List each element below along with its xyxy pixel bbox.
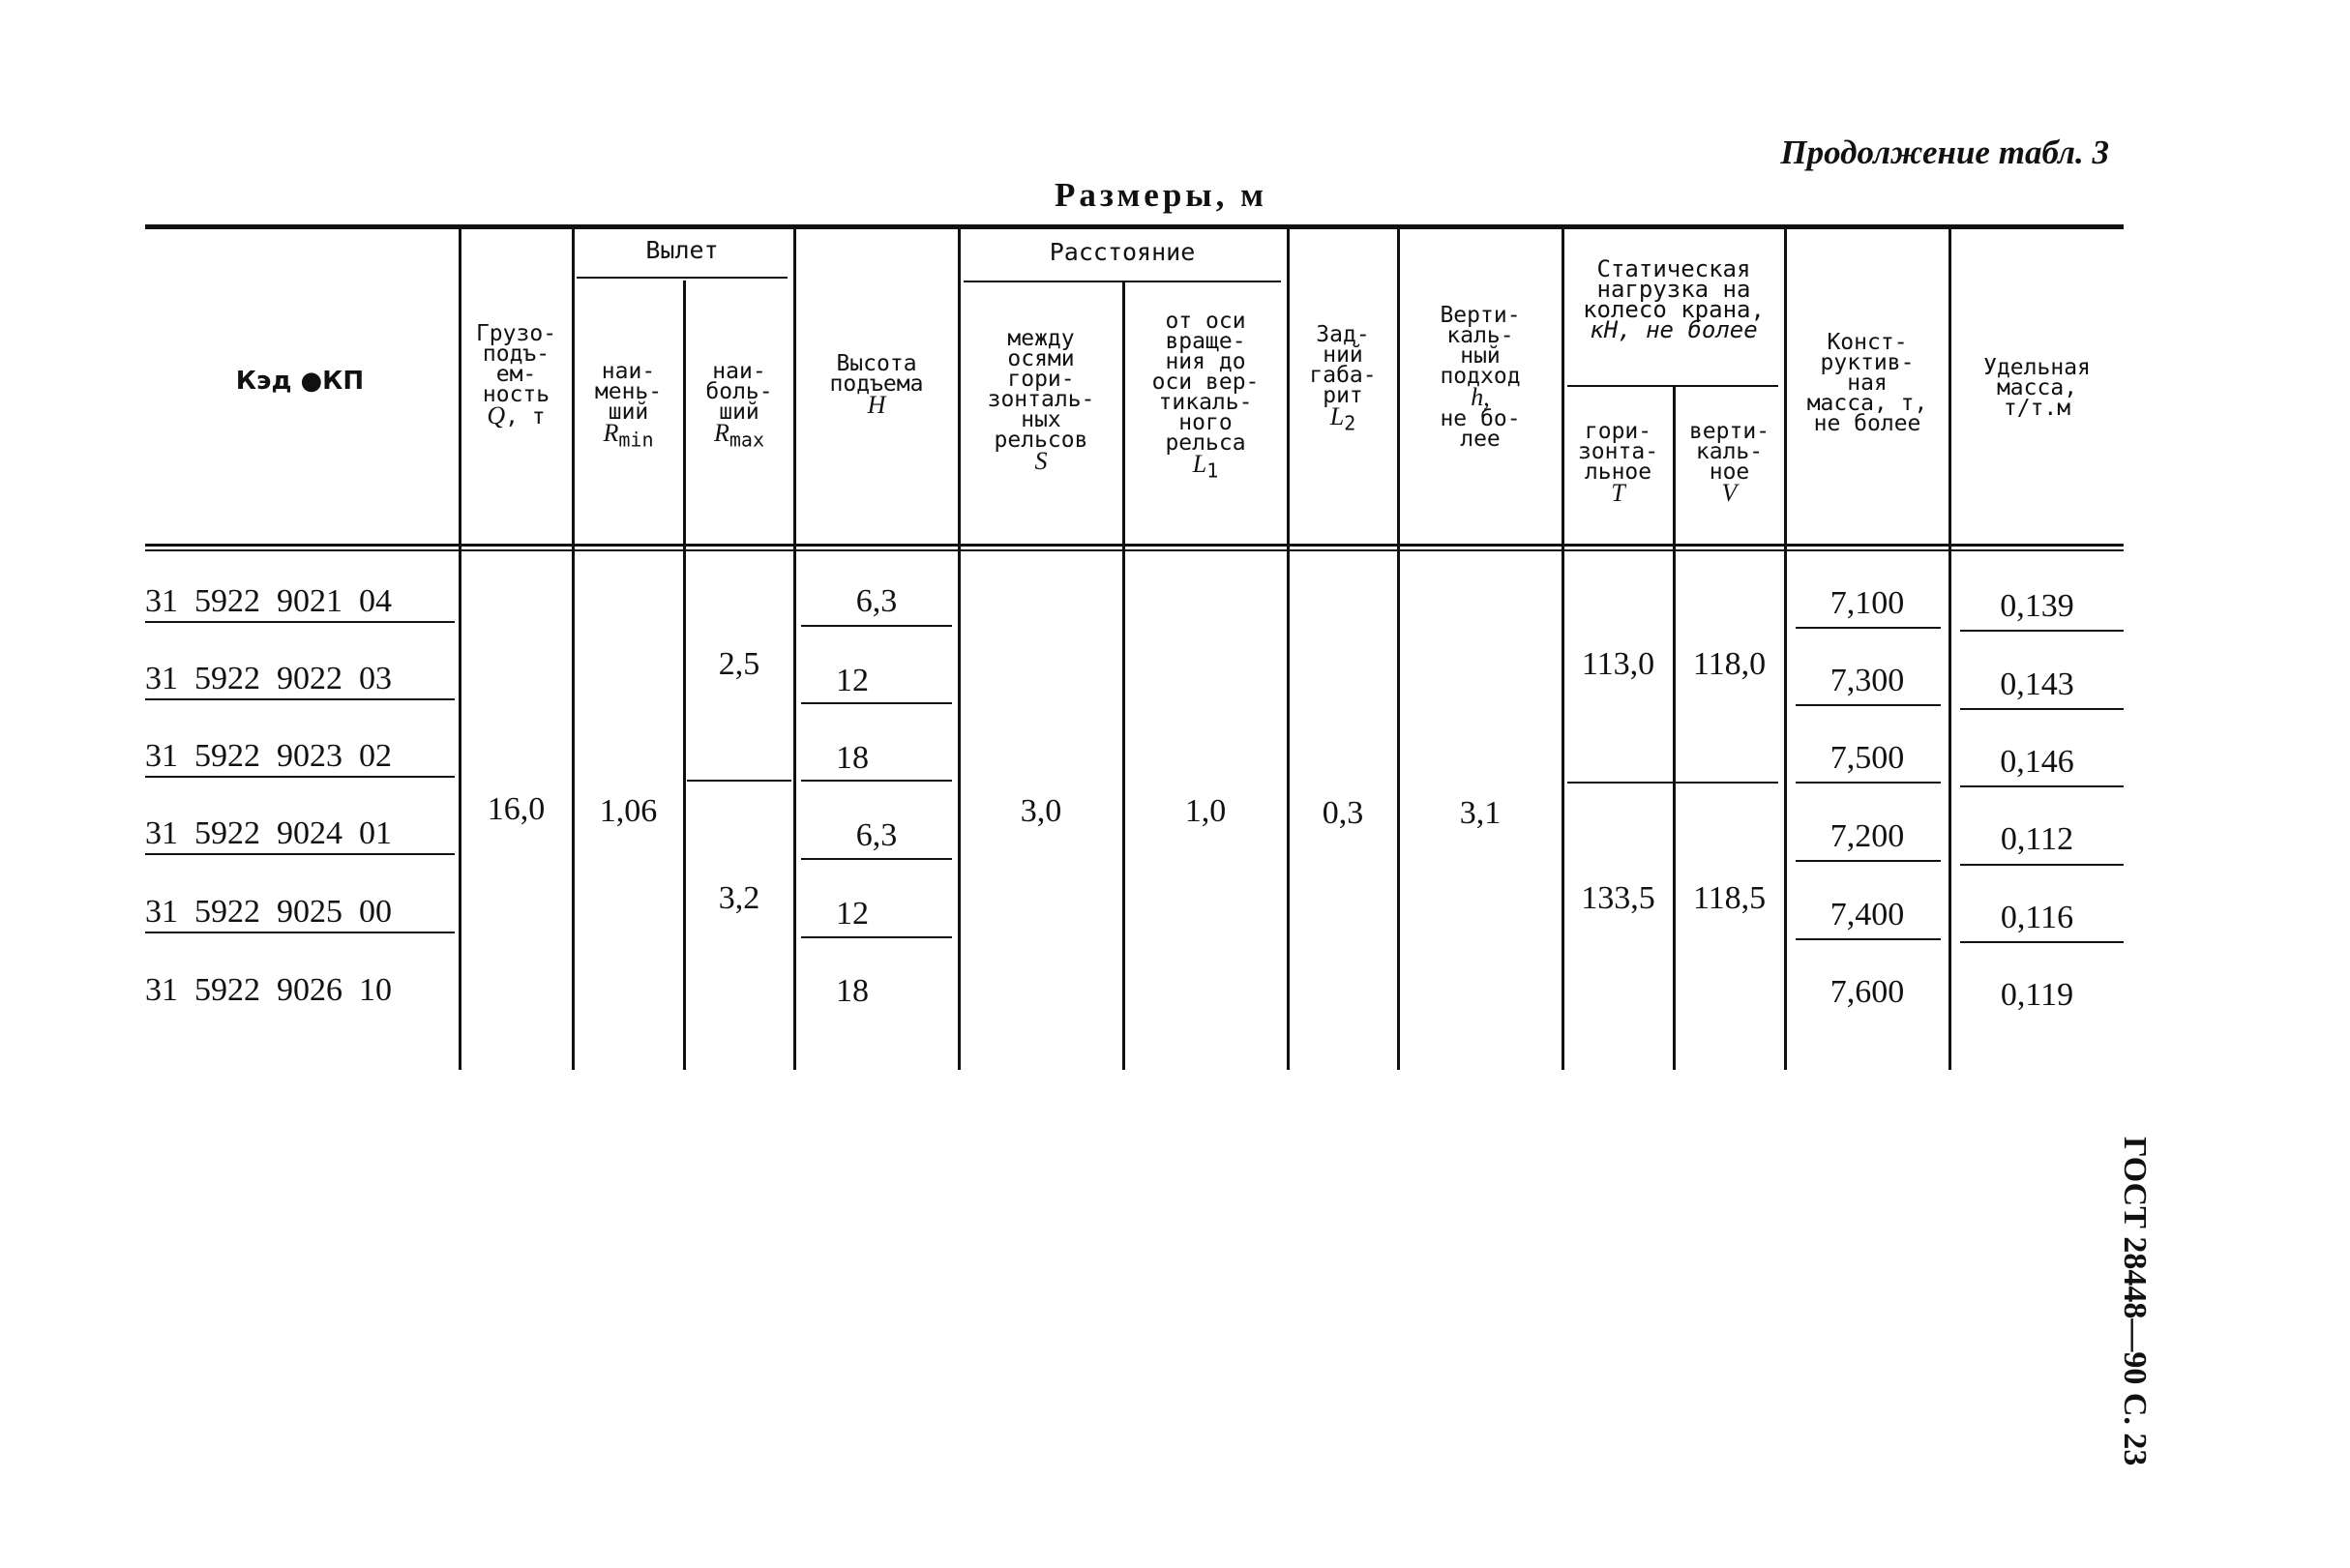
cell-capacity: 16,0 [487, 791, 546, 827]
row-code: 31 5922 9023 02 [145, 738, 392, 774]
cell-design-mass: 7,500 [1829, 740, 1905, 776]
header-load-vertical: верти- каль- ное V [1688, 419, 1770, 507]
row-rule [1960, 941, 2124, 943]
top-rule [145, 224, 2124, 229]
header-specific-mass: Удельная масса, т/т.м [1983, 355, 2091, 421]
cell-lift-height: 18 [836, 740, 869, 776]
row-code: 31 5922 9026 10 [145, 972, 392, 1008]
header-dist-rails: между осями гори- зонталь- ных рельсов S [987, 326, 1095, 475]
row-rule [1796, 938, 1941, 940]
cell-lift-height: 12 [836, 896, 869, 932]
row-rule [801, 936, 952, 938]
row-rule [145, 932, 455, 933]
cell-reach-max: 3,2 [718, 880, 760, 916]
header-vertical-approach: Верти- каль- ный подход h, не бо- лее [1440, 303, 1521, 452]
header-rear-clearance: Зад- ний габа- рит $L_2$ [1309, 322, 1377, 435]
distance-group-rule [964, 281, 1281, 282]
row-code: 31 5922 9025 00 [145, 894, 392, 930]
row-rule [1960, 864, 2124, 866]
cell-design-mass: 7,600 [1829, 974, 1905, 1010]
reach-group-rule [577, 277, 788, 279]
header-code: Кэд ●КП [235, 367, 365, 396]
row-rule [1796, 860, 1941, 862]
row-rule [145, 698, 455, 700]
row-rule [1960, 708, 2124, 710]
cell-design-mass: 7,200 [1829, 818, 1905, 854]
cell-dist-axis: 1,0 [1184, 793, 1227, 829]
row-rule [1960, 785, 2124, 787]
cell-rear-clearance: 0,3 [1322, 795, 1364, 831]
header-dist-axis: от оси враще- ния до оси вер- тикаль- ного рельса $L_1$ [1151, 309, 1260, 483]
standard-page-label: ГОСТ 28448—90 С. 23 [2117, 1137, 2153, 1466]
cell-load-horizontal: 113,0 [1581, 646, 1655, 682]
row-code: 31 5922 9024 01 [145, 815, 392, 851]
col-sep [1948, 228, 1951, 1070]
continuation-label: Продолжение табл. 3 [1780, 133, 2109, 171]
row-rule [145, 853, 455, 855]
cell-lift-height: 18 [836, 973, 869, 1009]
header-bottom-rule-2 [145, 549, 2124, 551]
row-code: 31 5922 9021 04 [145, 583, 392, 619]
header-static-load-group: Статическая нагрузка на колесо крана, кН, не более [1583, 255, 1765, 343]
cell-design-mass: 7,100 [1829, 585, 1905, 621]
table-title: Размеры, м [1055, 176, 1267, 214]
col-sep [572, 228, 575, 1070]
cell-lift-height: 6,3 [855, 583, 898, 619]
cell-design-mass: 7,400 [1829, 897, 1905, 932]
row-rule [1796, 627, 1941, 629]
header-capacity: Грузо- подъ- ем- ность Q, т [475, 321, 557, 429]
load-group-rule [1567, 385, 1778, 387]
header-load-horizontal: гори- зонта- льное T [1577, 419, 1659, 507]
cell-lift-height: 12 [836, 663, 869, 698]
row-code: 31 5922 9022 03 [145, 661, 392, 696]
cell-reach-min: 1,06 [599, 793, 658, 829]
row-rule [1796, 704, 1941, 706]
row-rule [801, 625, 952, 627]
cell-specific-mass: 0,143 [2000, 666, 2074, 702]
row-rule [1796, 782, 1941, 784]
header-design-mass: Конст- руктив- ная масса, т, не более [1806, 330, 1928, 436]
cell-specific-mass: 0,112 [2000, 821, 2074, 857]
row-rule [801, 780, 952, 782]
cell-load-horizontal: 133,5 [1581, 880, 1655, 916]
cell-dist-rails: 3,0 [1020, 793, 1062, 829]
load-split-rule [1567, 782, 1778, 784]
cell-vertical-approach: 3,1 [1459, 795, 1502, 831]
header-distance-group: Расстояние [1049, 238, 1196, 266]
cell-specific-mass: 0,146 [2000, 744, 2074, 780]
cell-specific-mass: 0,119 [2000, 977, 2074, 1013]
row-rule [1960, 630, 2124, 632]
cell-design-mass: 7,300 [1829, 663, 1905, 698]
row-rule [801, 858, 952, 860]
cell-specific-mass: 0,116 [2000, 900, 2074, 935]
cell-load-vertical: 118,5 [1692, 880, 1767, 916]
cell-specific-mass: 0,139 [2000, 588, 2074, 624]
cell-load-vertical: 118,0 [1692, 646, 1767, 682]
header-reach-group: Вылет [645, 236, 719, 264]
cell-lift-height: 6,3 [855, 817, 898, 853]
cell-reach-max: 2,5 [718, 646, 760, 682]
header-reach-max: наи- боль- ший $R_{max}$ [705, 359, 773, 452]
header-lift-height: Высота подъема H [829, 351, 924, 419]
reach-max-split-rule [687, 780, 791, 782]
row-rule [801, 702, 952, 704]
row-rule [145, 776, 455, 778]
header-reach-min: наи- мень- ший $R_{min}$ [594, 359, 663, 452]
row-rule [145, 621, 455, 623]
header-bottom-rule [145, 544, 2124, 547]
